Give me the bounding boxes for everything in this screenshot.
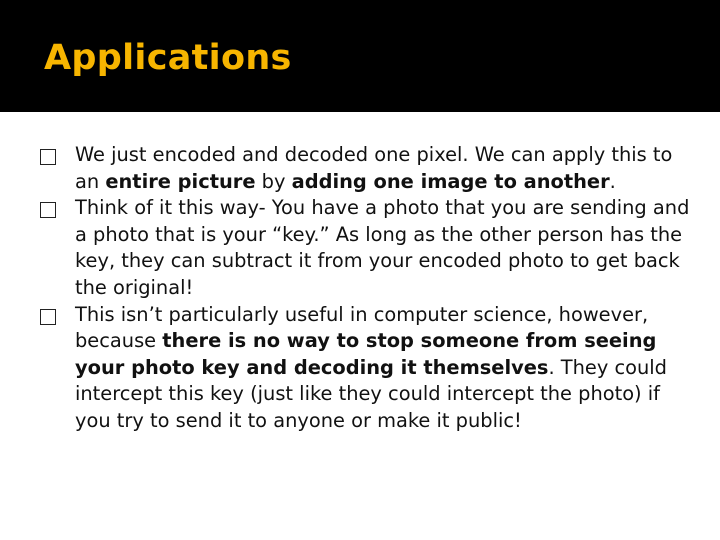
hollow-square-bullet-icon: [40, 202, 56, 218]
emphasis-text: adding one image to another: [291, 169, 610, 193]
emphasis-text: entire picture: [105, 169, 256, 193]
bullet-text: .: [609, 169, 616, 193]
bullet-text: by: [255, 169, 292, 193]
hollow-square-bullet-icon: [40, 309, 56, 325]
emphasis-text: there is no way to stop someone from seeing your photo key and decoding it themselves: [75, 329, 657, 379]
bullet-item: [40, 302, 690, 435]
hollow-square-bullet-icon: [40, 149, 56, 165]
bullet-text: . They could intercept this key (just like they could intercept the photo) if you try to send it to anyone or make it public!: [75, 355, 667, 432]
bullet-item: [40, 195, 690, 301]
slide-body: [40, 142, 690, 435]
slide-title: Applications: [44, 38, 292, 78]
bullet-text: This isn’t particularly useful in computer science, however, because: [75, 302, 649, 353]
bullet-item: [40, 142, 690, 195]
title-band: [0, 0, 720, 112]
bullet-text: Think of it this way- You have a photo that you are sending and a photo that is your “key.” As long as the other person has the key, they can subtract it from your encoded photo to get back the original!: [75, 196, 690, 299]
bullet-text: We just encoded and decoded one pixel. We can apply this to an: [75, 143, 673, 193]
